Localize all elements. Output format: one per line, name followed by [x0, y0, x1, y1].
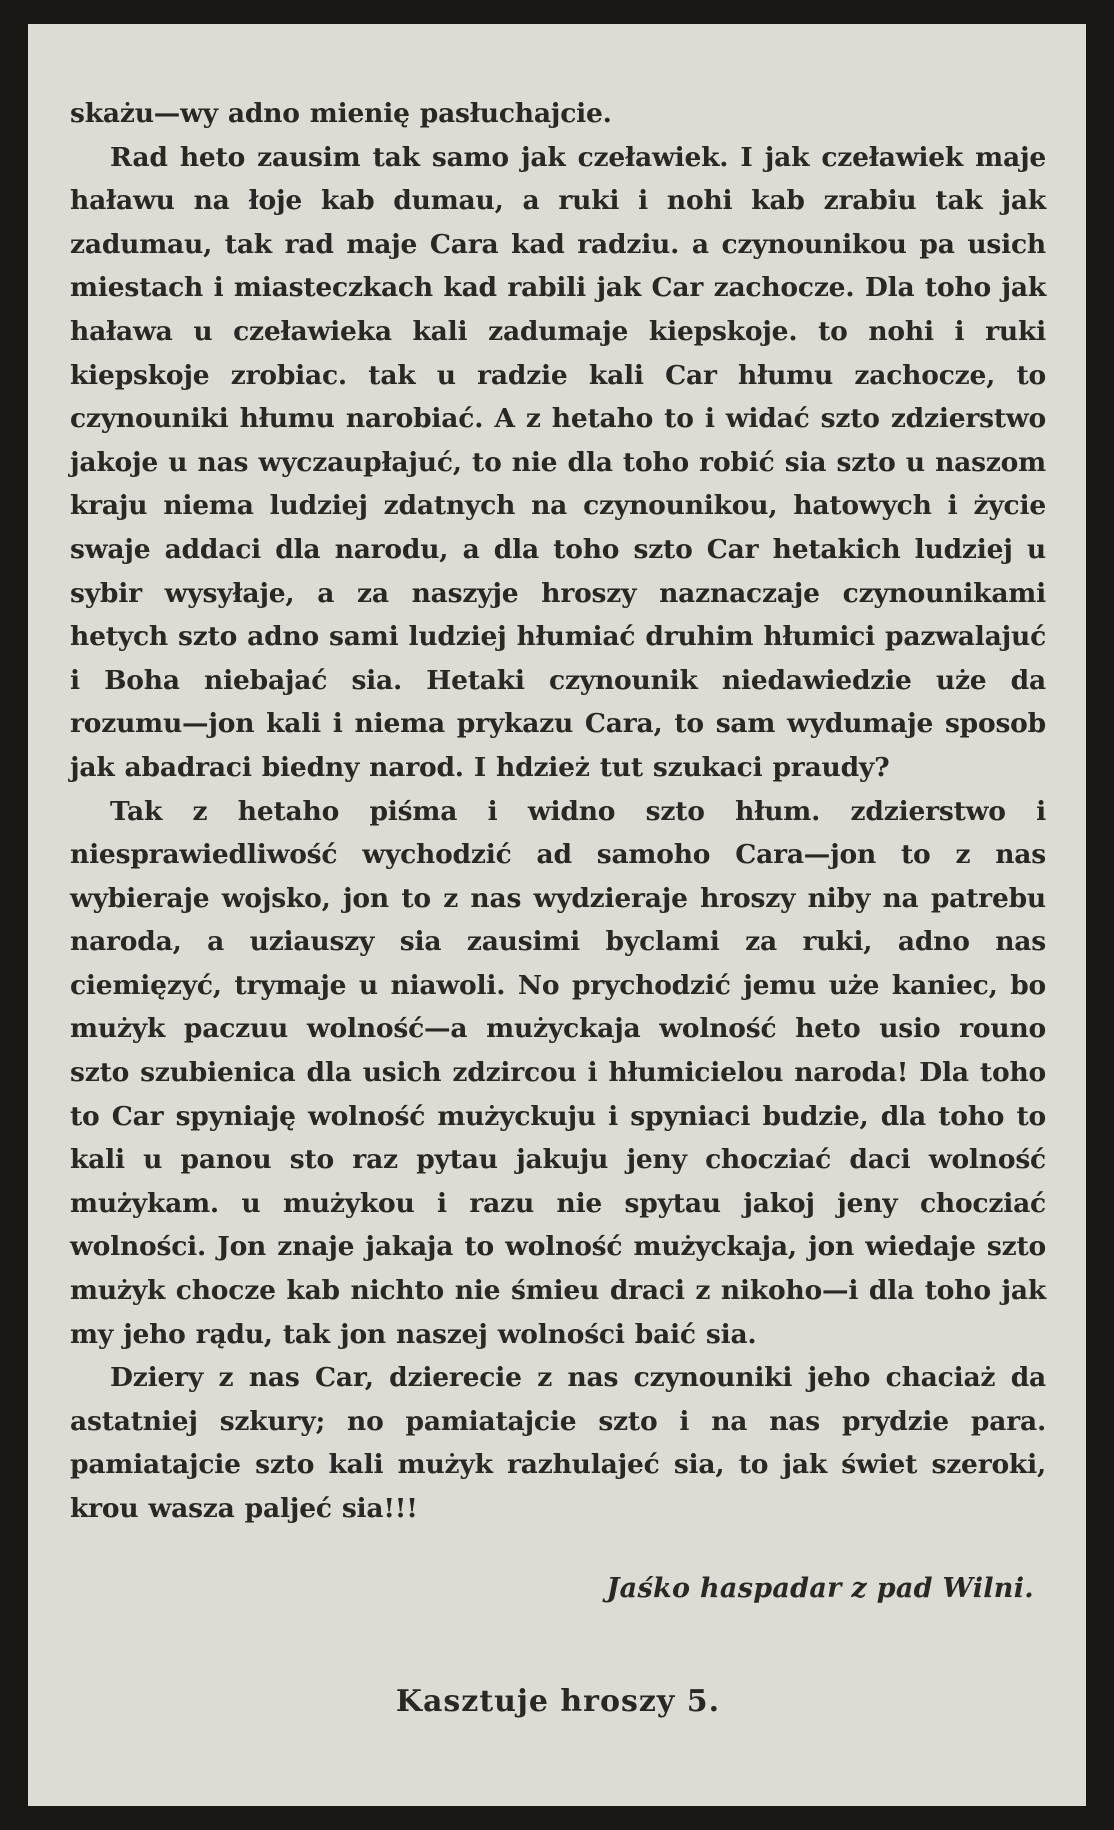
paragraph: Rad heto zausim tak samo jak czeławiek. I jak czeławiek maje haławu na łoje kab dumau, a ruki i nohi kab zrabiu tak jak zadumau, tak rad maje Cara kad radziu. a czynounikou pa usich miestach i miasteczkach kad rabili jak Car zachocze. Dla toho jak haława u czeławieka kali zadumaje kiepskoje. to nohi i ruki kiepskoje zrobiac. tak u radzie kali Car hłumu zachocze, to czynouniki hłumu narobiać. A z hetaho to i widać szto zdzierstwo jakoje u nas wyczaupłajuć, to nie dla toho robić sia szto u naszom kraju niema ludziej zdatnych na czynounikou, hatowych i życie swaje addaci dla narodu, a dla toho szto Car hetakich ludziej u sybir wysyłaje, a za naszyje hroszy naznaczaje czynounikami hetych szto adno sami ludziej hłumiać druhim hłumici pazwalajuć i Boha niebajać sia. Hetaki czynounik niedawiedzie uże da rozumu—jon kali i niema prykazu Cara, to sam wydumaje sposob jak abadraci biedny narod. I hdzież tut szukaci praudy? — [70, 141, 1046, 783]
document-page — [28, 24, 1086, 1806]
paragraph: Dziery z nas Car, dzierecie z nas czynouniki jeho chaciaż da astatniej szkury; no pamiatajcie szto i na nas prydzie para. pamiatajcie szto kali mużyk razhulajeć sia, to jak świet szeroki, krou wasza paljeć sia!!! — [70, 1362, 1046, 1524]
proclamation-text — [70, 92, 1046, 1531]
paragraph: Tak z hetaho piśma i widno szto hłum. zdzierstwo i niesprawiedliwość wychodzić ad samoho Cara—jon to z nas wybieraje wojsko, jon to z nas wydzieraje hroszy niby na patrebu naroda, a uziauszy sia zausimi byclami za ruki, adno nas ciemięzyć, trymaje u niawoli. No prychodzić jemu uże kaniec, bo mużyk paczuu wolność—a mużyckaja wolność heto usio rouno szto szubienica dla usich zdzircou i hłumicielou naroda! Dla toho to Car spyniaję wolność mużyckuju i spyniaci budzie, dla toho to kali u panou sto raz pytau jakuju jeny chocziać daci wolność mużykam. u mużykou i razu nie spytau jakoj jeny chocziać wolności. Jon znaje jakaja to wolność mużyckaja, jon wiedaje szto mużyk chocze kab nichto nie śmieu draci z nikoho—i dla toho jak my jeho rądu, tak jon naszej wolności baić sia. — [70, 795, 1046, 1350]
price-line: Kasztuje hroszy 5. — [395, 1683, 721, 1719]
paragraph-continuation: skażu—wy adno mienię pasłuchajcie. — [70, 98, 612, 129]
signature-line: Jaśko haspadar z pad Wilni. — [606, 1572, 1034, 1604]
